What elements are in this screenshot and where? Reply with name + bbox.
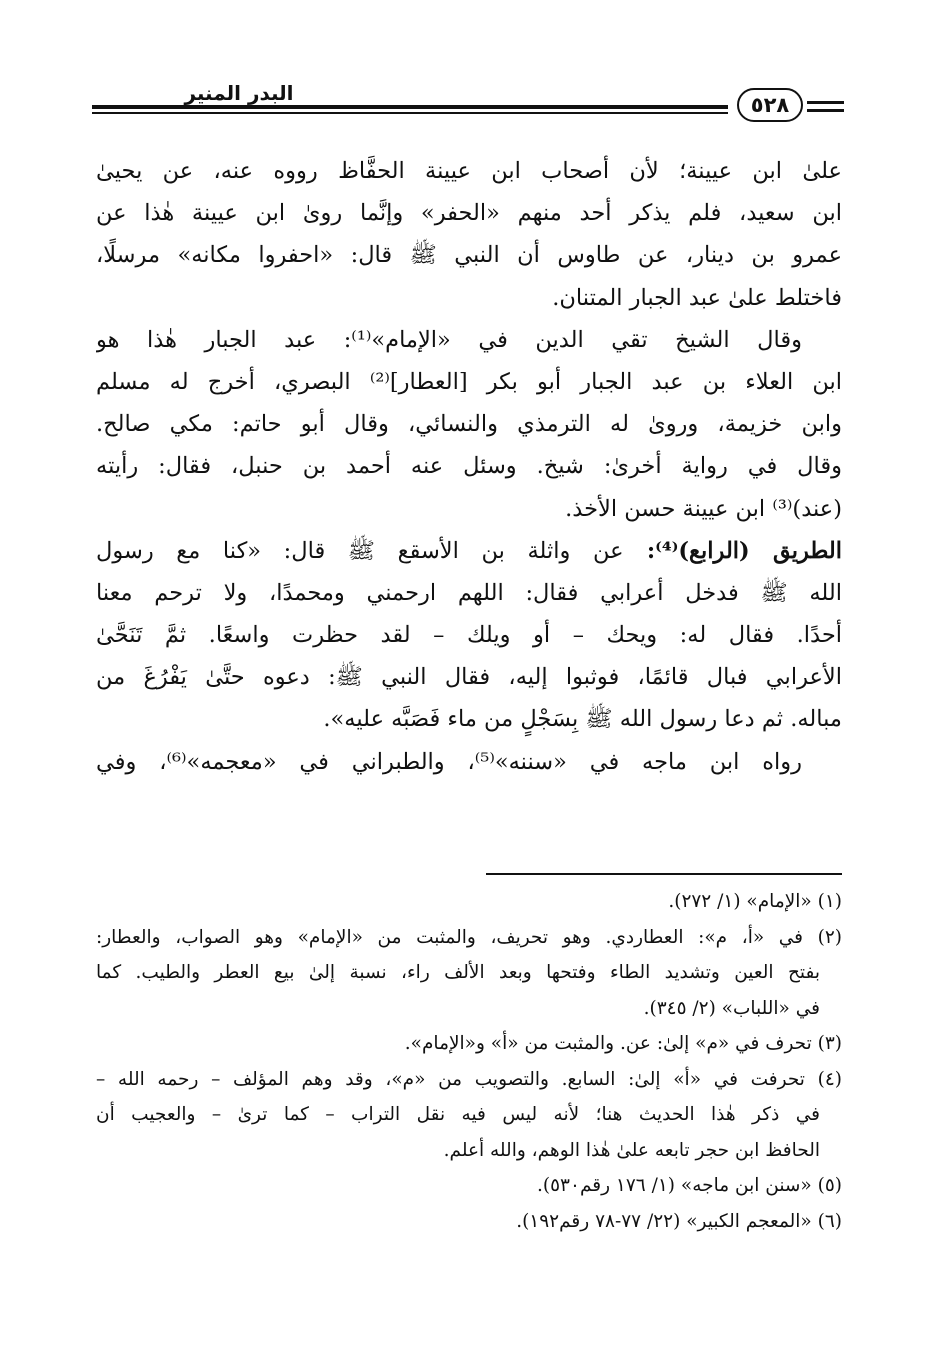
text-line: مباله. ثم دعا رسول الله ﷺ بِسَجْلٍ من ماء فَصَبَّه عليه». (323, 706, 842, 733)
text-line: (عند)⁽³⁾ ابن عيينة حسن الأخذ. (565, 495, 842, 522)
footnote-2-cont: في «اللباب» (٢/ ٣٤٥). (643, 997, 820, 1019)
route-heading: الطريق (الرابع)⁽⁴⁾: (623, 537, 842, 564)
text-line: فاختلط علىٰ عبد الجبار المتنان. (552, 284, 842, 311)
page-number: ٥٢٨ (737, 88, 803, 122)
page-header (92, 82, 844, 130)
text-line: رواه ابن ماجه في «سننه»⁽⁵⁾، والطبراني في «معجمه»⁽⁶⁾، وفي (96, 748, 802, 775)
footnotes (96, 884, 842, 1239)
header-rule-right-bottom (807, 109, 844, 112)
text-line: ابن سعيد، فلم يذكر أحد منهم «الحفر» وإنَّما روىٰ ابن عيينة هٰذا عن (96, 200, 842, 227)
footnote-1: (١) «الإمام» (١/ ٢٧٢). (668, 891, 842, 912)
footnote-3: (٣) تحرف في «م» إلىٰ: عن. والمثبت من «أ» و«الإمام». (404, 1033, 842, 1054)
text-line-route-heading (96, 530, 842, 572)
header-rule-right-top (807, 101, 844, 104)
route-heading-text: عن واثلة بن الأسقع ﷺ قال: «كنا مع رسول (96, 537, 624, 564)
footnote-separator (486, 873, 842, 875)
text-line: علىٰ ابن عيينة؛ لأن أصحاب ابن عيينة الحفَّاظ رووه عنه، عن يحيىٰ (96, 158, 842, 184)
text-line: أحدًا. فقال له: ويحك – أو ويلك – لقد حظرت واسعًا. ثمَّ تَنَحَّىٰ (96, 622, 842, 649)
main-text (96, 150, 842, 783)
running-title: البدر المنير (184, 81, 294, 105)
text-line: عمرو بن دينار، عن طاوس أن النبي ﷺ قال: «احفروا مكانه» مرسلًا، (96, 242, 842, 269)
footnote-4: (٤) تحرفت في «أ» إلىٰ: السابع. والتصويب من «م»، وقد وهم المؤلف – رحمه الله – (96, 1068, 842, 1090)
footnote-5: (٥) «سنن ابن ماجه» (١/ ١٧٦ رقم٥٣٠). (537, 1175, 842, 1196)
footnote-2-cont: بفتح العين وتشديد الطاء وفتحها وبعد الألف راء، نسبة إلىٰ بيع العطر والطيب. كما (96, 962, 820, 983)
header-rule-thin (92, 112, 728, 114)
text-line: الأعرابي فبال قائمًا، فوثبوا إليه، فقال النبي ﷺ: دعوه حتَّىٰ يَفْرُغَ من (96, 664, 842, 691)
footnote-2: (٢) في «أ، م»: العطاردي. وهو تحريف، والمثبت من «الإمام» وهو الصواب، والعطار: (96, 926, 842, 948)
text-line: وقال في رواية أخرىٰ: شيخ. وسئل عنه أحمد بن حنبل، فقال: رأيته (96, 453, 842, 480)
text-line: وابن خزيمة، وروىٰ له الترمذي والنسائي، وقال أبو حاتم: مكي صالح. (96, 411, 842, 438)
text-line: وقال الشيخ تقي الدين في «الإمام»⁽¹⁾: عبد الجبار هٰذا هو (96, 326, 802, 353)
footnote-6: (٦) «المعجم الكبير» (٢٢/ ٧٧-٧٨ رقم١٩٢). (516, 1210, 842, 1232)
text-line: الله ﷺ فدخل أعرابي فقال: اللهم ارحمني ومحمدًا، ولا ترحم معنا (96, 579, 842, 606)
text-line: ابن العلاء بن عبد الجبار أبو بكر [العطار]⁽²⁾ البصري، أخرج له مسلم (96, 368, 842, 395)
footnote-4-cont: في ذكر هٰذا الحديث هنا؛ لأنه ليس فيه نقل التراب – كما ترىٰ – والعجيب أن (96, 1104, 820, 1125)
footnote-4-cont: الحافظ ابن حجر تابعه علىٰ هٰذا الوهم، والله أعلم. (443, 1139, 820, 1161)
